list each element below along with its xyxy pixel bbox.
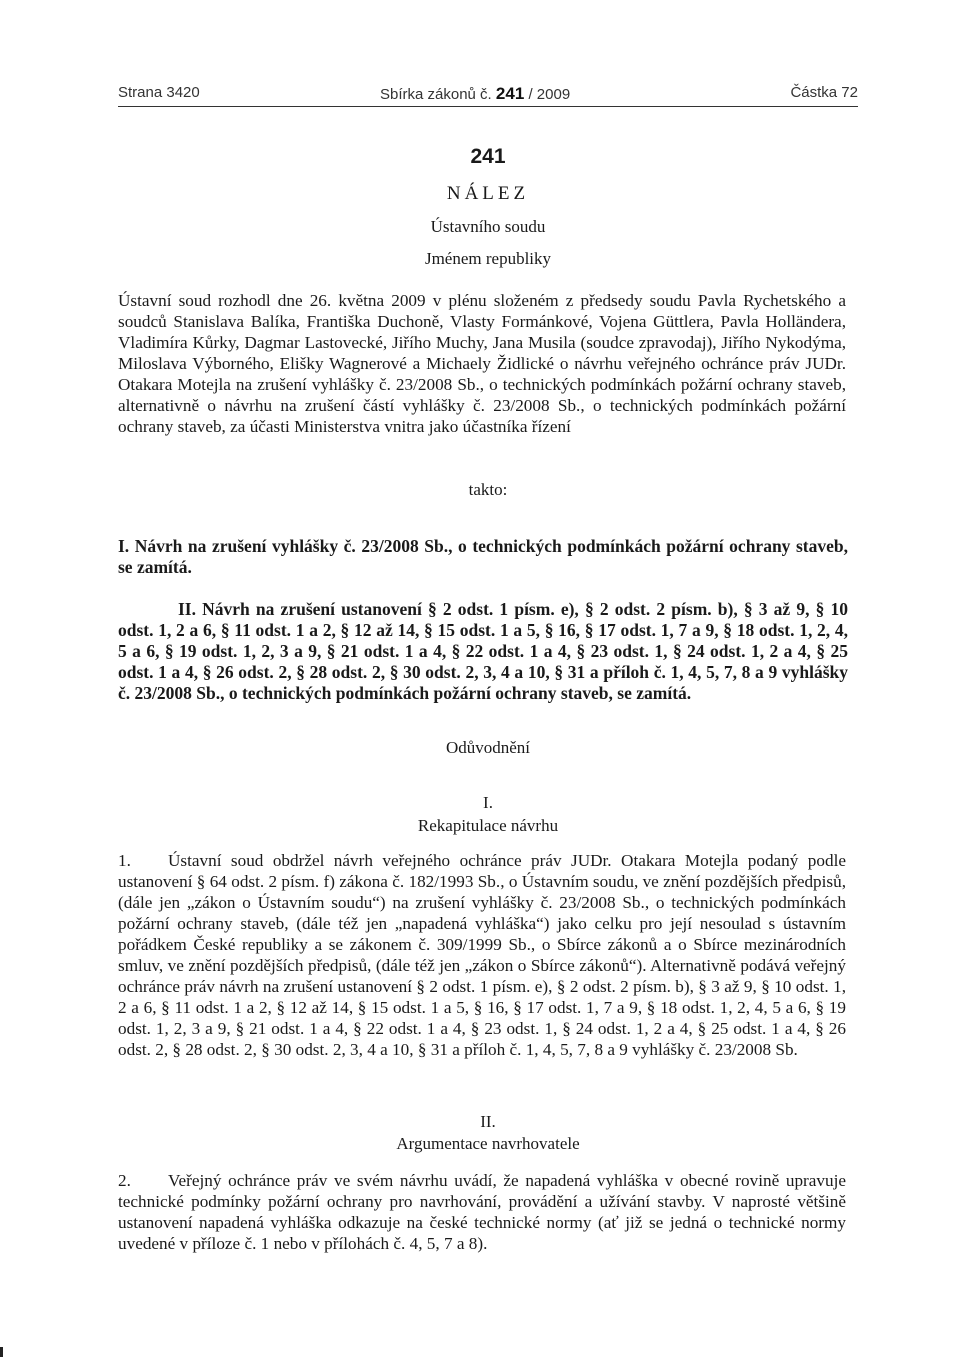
section-1-number: I.: [483, 793, 493, 812]
page-header: [118, 80, 858, 104]
collection-number: 241: [495, 84, 525, 103]
page-number: Strana 3420: [118, 84, 200, 101]
header-divider: [118, 106, 858, 107]
document-number: 241: [470, 145, 506, 168]
collection-prefix: Sbírka zákonů č.: [380, 86, 492, 103]
takto-label: takto:: [468, 480, 508, 499]
paragraph-2-number: 2.: [118, 1171, 131, 1190]
paragraph-1-number: 1.: [118, 851, 131, 870]
court-line: Ústavního soudu: [430, 217, 546, 236]
paragraph-2: [118, 1170, 846, 1254]
verdict-2-text: II. Návrh na zrušení ustanovení § 2 odst. 1 písm. e), § 2 odst. 2 písm. b), § 3 až 9, § 10 odst. 1, 2 a 6, § 11 odst. 1 a 2, § 12 až 14, § 15 odst. 1 a 5, § 16, § 17 odst. 1, 7 a 9, § 18 odst. 1, 2, 4, 5 a 6, § 19 odst. 1, 2, 3 a 9, § 21 odst. 1 a 4, § 22 odst. 1 a 4, § 23 odst. 1, § 24 odst. 1, 2 a 4, § 25 odst. 1 a 4, § 26 odst. 2, § 28 odst. 2, § 30 odst. 2, 3, 4 a 10, § 31 a příloh č. 1, 4, 5, 7, 8 a 9 vyhlášky č. 23/2008 Sb., o technických podmínkách požární ochrany staveb, se zamítá.: [118, 599, 848, 703]
verdict-2: [118, 599, 848, 704]
paragraph-1-text: Ústavní soud obdržel návrh veřejného ochránce práv JUDr. Otakara Motejla podaný podle ustanovení § 64 odst. 2 písm. f) zákona č. 182/1993 Sb., o Ústavním soudu, ve znění pozdějších předpisů, (dále jen „zákon o Ústavním soudu“) na zrušení vyhlášky č. 23/2008 Sb., o technických podmínkách požární ochrany staveb, (dále též jen „napadená vyhláška“) jako celku pro její nesoulad s ústavním pořádkem České republiky a se zákonem č. 309/1999 Sb., o Sbírce zákonů a o Sbírce mezinárodních smluv, ve znění pozdějších předpisů, (dále též jen „zákon o Sbírce zákonů“). Alternativně podává veřejný ochránce práv návrh na zrušení ustanovení § 2 odst. 1 písm. e), § 2 odst. 2 písm. b), § 3 až 9, § 10 odst. 1, 2 a 6, § 11 odst. 1 a 2, § 12 až 14, § 15 odst. 1 a 5, § 16, § 17 odst. 1, 7 a 9, § 18 odst. 1, 2, 4, 5 a 6, § 19 odst. 1, 2, 3 a 9, § 21 odst. 1 a 4, § 22 odst. 1 a 4, § 23 odst. 1, § 24 odst. 1, 2 a 4, § 25 odst. 1 a 4, § 26 odst. 2, § 28 odst. 2, § 30 odst. 2, 3, 4 a 10, § 31 a příloh č. 1, 4, 5, 7, 8 a 9 vyhlášky č. 23/2008 Sb.: [118, 851, 846, 1059]
section-2-title: Argumentace navrhovatele: [396, 1134, 580, 1153]
collection-reference: [380, 84, 570, 104]
section-2-number: II.: [480, 1112, 496, 1131]
collection-year: / 2009: [528, 86, 571, 103]
intro-paragraph: Ústavní soud rozhodl dne 26. května 2009 v plénu složeném z předsedy soudu Pavla Rychetského a soudců Stanislava Balíka, Františka Duchoně, Vlasty Formánkové, Vojena Güttlera, Pavla Holländera, Vladimíra Kůrky, Dagmar Lastovecké, Jiřího Muchy, Jana Musila (soudce zpravodaj), Jiřího Nykodýma, Miloslava Výborného, Elišky Wagnerové a Michaely Židlické o návrhu veřejného ochránce práv JUDr. Otakara Motejla na zrušení vyhlášky č. 23/2008 Sb., o technických podmínkách požární ochrany staveb, alternativně o návrhu na zrušení částí vyhlášky č. 23/2008 Sb., o technických podmínkách požární ochrany staveb, za účasti Ministerstva vnitra jako účastníka řízení: [118, 291, 846, 436]
paragraph-2-text: Veřejný ochránce práv ve svém návrhu uvádí, že napadená vyhláška v obecné rovině upravuje technické podmínky požární ochrany pro navrhování, provádění a užívání stavby. V naprosté většině ustanovení napadená vyhláška odkazuje na české technické normy (ať již se jedná o technické normy uvedené v příloze č. 1 nebo v přílohách č. 4, 5, 7 a 8).: [118, 1171, 846, 1253]
verdict-1: I. Návrh na zrušení vyhlášky č. 23/2008 Sb., o technických podmínkách požární ochrany staveb, se zamítá.: [118, 536, 848, 577]
scan-mark: [0, 1347, 3, 1357]
part-number: Částka 72: [790, 84, 858, 101]
document-heading: NÁLEZ: [446, 183, 530, 204]
paragraph-1: [118, 850, 846, 1060]
republic-line: Jménem republiky: [424, 249, 552, 268]
section-1-title: Rekapitulace návrhu: [417, 816, 559, 835]
reasoning-heading: Odůvodnění: [445, 738, 531, 757]
